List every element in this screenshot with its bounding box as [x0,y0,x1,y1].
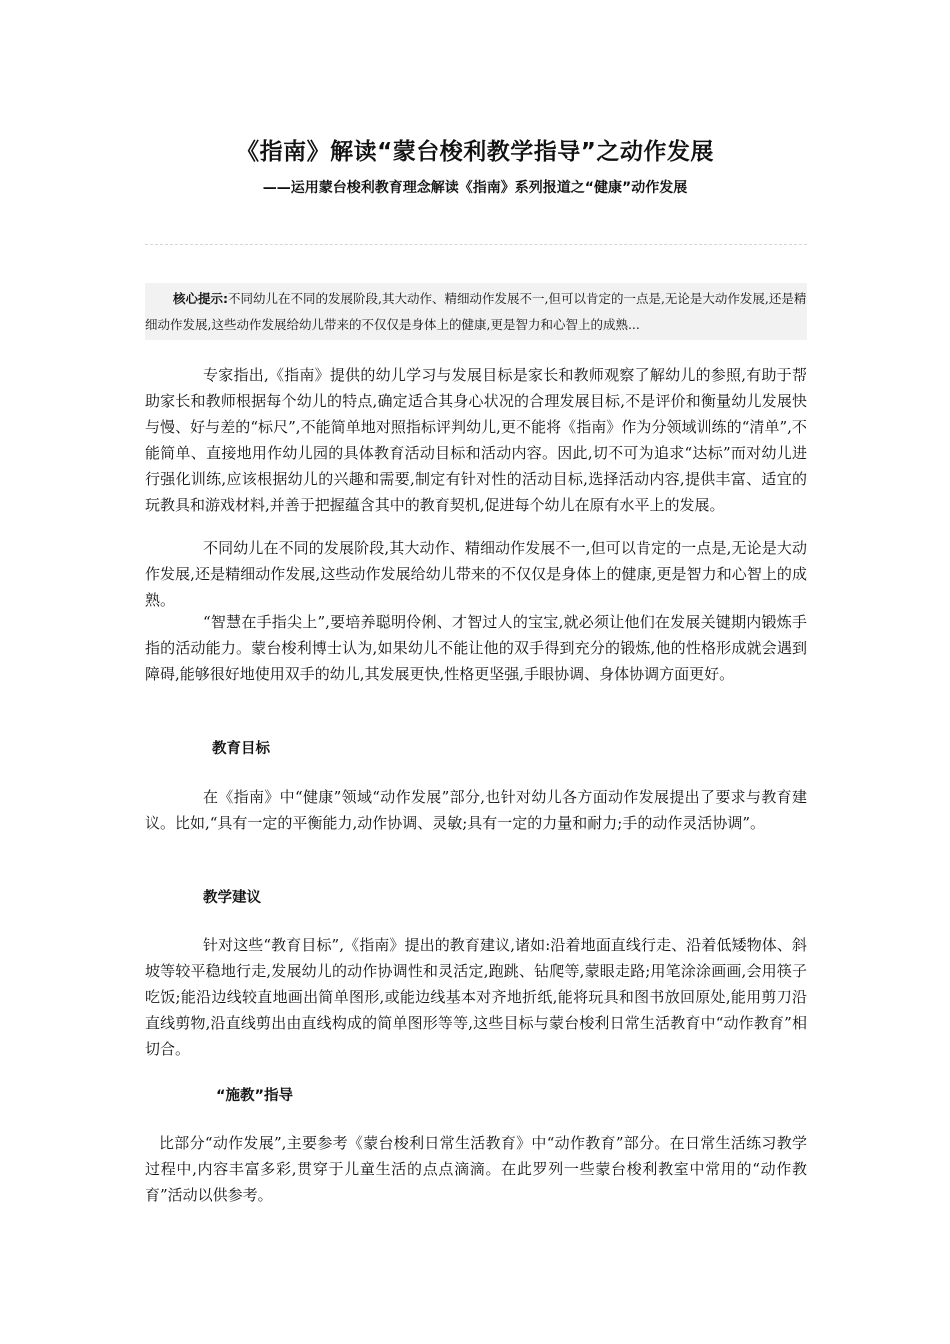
paragraph-teaching-suggestions: 针对这些“教育目标”,《指南》提出的教育建议,诸如:沿着地面直线行走、沿着低矮物体、斜坡等较平稳地行走,发展幼儿的动作协调性和灵活定,跑跳、钻爬等,蒙眼走路;用笔涂涂画画,会用筷子吃饭;能沿边线较直地画出简单图形,或能边线基本对齐地折纸,能将玩具和图书放回原处,能用剪刀沿直线剪物,沿直线剪出由直线构成的简单图形等等,这些目标与蒙台梭利日常生活教育中“动作教育”相切合。 [145,936,807,1058]
article-subtitle: ——运用蒙台梭利教育理念解读《指南》系列报道之“健康”动作发展 [262,180,688,196]
paragraph-education-goals: 在《指南》中“健康”领域“动作发展”部分,也针对幼儿各方面动作发展提出了要求与教育建议。比如,“具有一定的平衡能力,动作协调、灵敏;具有一定的力量和耐力;手的动作灵活协调”。 [145,788,807,832]
summary-label: 核心提示: [173,291,228,306]
paragraph-teaching-guidance: 比部分“动作发展”,主要参考《蒙台梭利日常生活教育》中“动作教育”部分。在日常生活练习教学过程中,内容丰富多彩,贯穿于儿童生活的点点滴滴。在此罗列一些蒙台梭利教室中常用的“动作教育”活动以供参考。 [145,1134,807,1204]
summary-text: 不同幼儿在不同的发展阶段,其大动作、精细动作发展不一,但可以肯定的一点是,无论是大动作发展,还是精细动作发展,这些动作发展给幼儿带来的不仅仅是身体上的健康,更是智力和心智上的成熟... [145,291,807,332]
paragraph-development: 不同幼儿在不同的发展阶段,其大动作、精细动作发展不一,但可以肯定的一点是,无论是大动作发展,还是精细动作发展,这些动作发展给幼儿带来的不仅仅是身体上的健康,更是智力和心智上的成熟。 [145,539,807,609]
paragraph-fingertips: “智慧在手指尖上”,要培养聪明伶俐、才智过人的宝宝,就必须让他们在发展关键期内锻炼手指的活动能力。蒙台梭利博士认为,如果幼儿不能让他的双手得到充分的锻炼,他的性格形成就会遇到障碍,能够很好地使用双手的幼儿,其发展更快,性格更坚强,手眼协调、身体协调方面更好。 [145,613,807,683]
heading-teaching-guidance: “施教”指导 [216,1088,294,1104]
heading-education-goals: 教育目标 [212,741,270,757]
paragraph-expert: 专家指出,《指南》提供的幼儿学习与发展目标是家长和教师观察了解幼儿的参照,有助于帮助家长和教师根据每个幼儿的特点,确定适合其身心状况的合理发展目标,不是评价和衡量幼儿发展快与慢、好与差的“标尺”,不能简单地对照指标评判幼儿,更不能将《指南》作为分领域训练的“清单”,不能简单、直接地用作幼儿园的具体教育活动目标和活动内容。因此,切不可为追求“达标”而对幼儿进行强化训练,应该根据幼儿的兴趣和需要,制定有针对性的活动目标,选择活动内容,提供丰富、适宜的玩教具和游戏材料,并善于把握蕴含其中的教育契机,促进每个幼儿在原有水平上的发展。 [145,366,807,514]
summary-box [145,283,807,340]
heading-teaching-suggestions: 教学建议 [203,890,261,906]
dashed-divider [145,244,807,245]
article-title: 《指南》解读“蒙台梭利教学指导”之动作发展 [236,139,714,165]
